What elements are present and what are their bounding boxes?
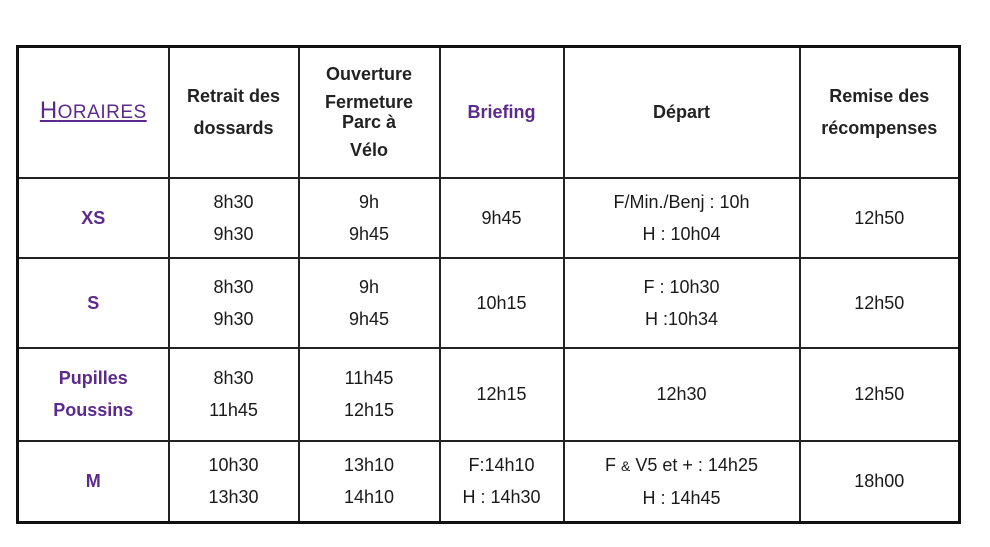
header-depart: Départ [564,47,800,178]
category-cell: Pupilles Poussins [18,348,169,441]
depart-cell: F & V5 et + : 14h25 H : 14h45 [564,441,800,523]
remise-cell: 18h00 [800,441,960,523]
header-retrait: Retrait des dossards [169,47,299,178]
parc-cell: 9h 9h45 [299,178,440,258]
remise-cell: 12h50 [800,348,960,441]
briefing-cell: 12h15 [440,348,564,441]
header-row [18,47,960,178]
depart-cell: F/Min./Benj : 10h H : 10h04 [564,178,800,258]
header-parc-velo: Ouverture Fermeture Parc à Vélo [299,47,440,178]
category-cell: S [18,258,169,348]
table-row [18,258,960,348]
table-row [18,348,960,441]
table-row [18,178,960,258]
parc-cell: 11h45 12h15 [299,348,440,441]
schedule-table [16,45,961,524]
retrait-cell: 8h30 9h30 [169,178,299,258]
retrait-cell: 8h30 11h45 [169,348,299,441]
retrait-cell: 10h30 13h30 [169,441,299,523]
parc-cell: 13h10 14h10 [299,441,440,523]
remise-cell: 12h50 [800,178,960,258]
briefing-cell: F:14h10 H : 14h30 [440,441,564,523]
category-cell: XS [18,178,169,258]
table-title: HORAIRES [39,97,147,125]
header-remise: Remise des récompenses [800,47,960,178]
retrait-cell: 8h30 9h30 [169,258,299,348]
header-briefing: Briefing [440,47,564,178]
depart-cell: F : 10h30 H :10h34 [564,258,800,348]
table-title-cell [18,47,169,178]
depart-cell: 12h30 [564,348,800,441]
parc-cell: 9h 9h45 [299,258,440,348]
category-cell: M [18,441,169,523]
table-row [18,441,960,523]
remise-cell: 12h50 [800,258,960,348]
briefing-cell: 9h45 [440,178,564,258]
briefing-cell: 10h15 [440,258,564,348]
